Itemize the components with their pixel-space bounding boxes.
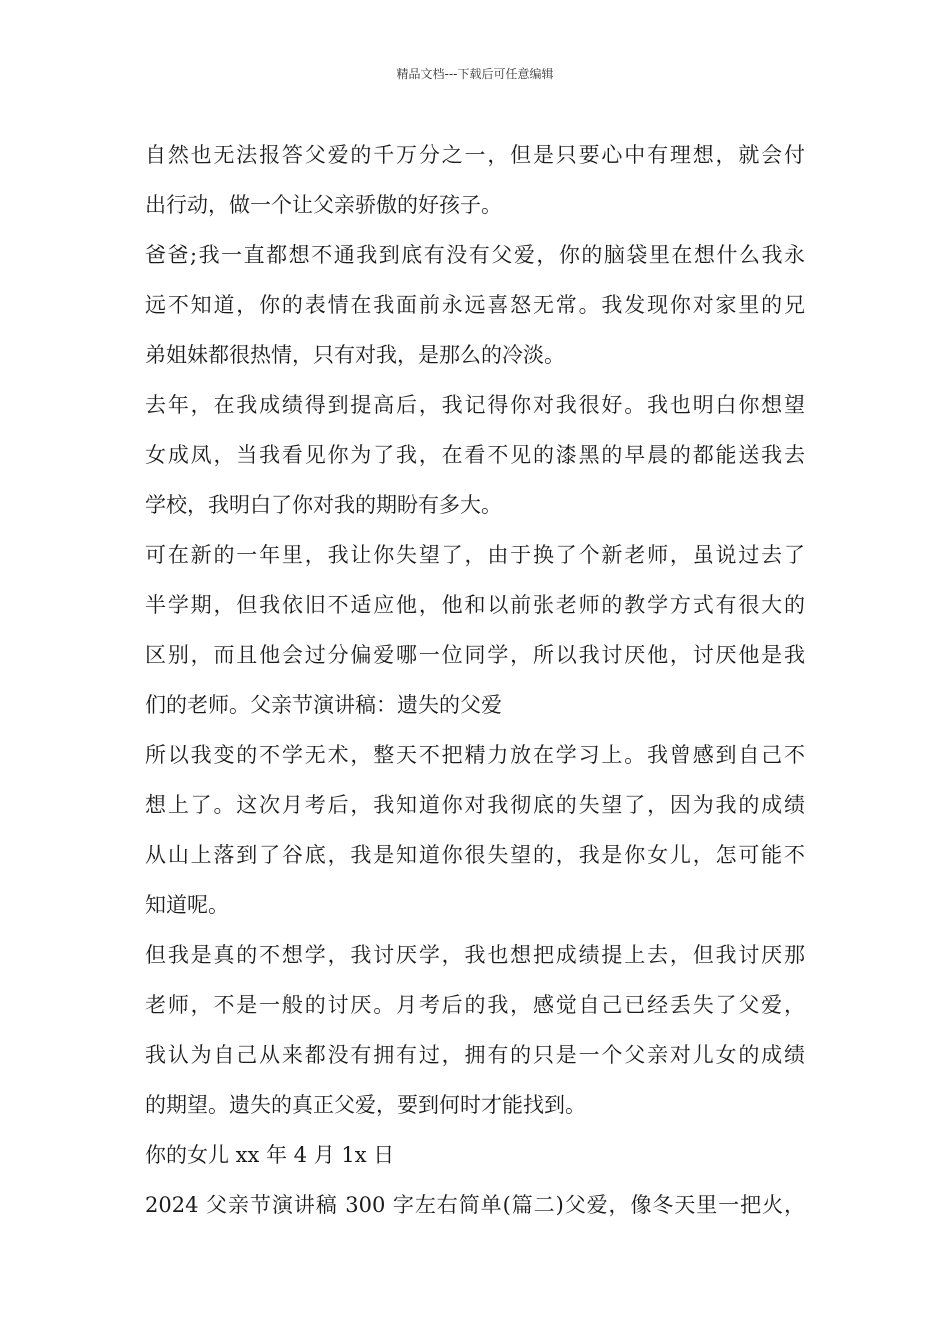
text-line: 女成凤，当我看见你为了我，在看不见的漆黑的早晨的都能送我去 — [145, 443, 805, 467]
text-line: 远不知道，你的表情在我面前永远喜怒无常。我发现你对家里的兄 — [145, 293, 805, 317]
text-line: 可在新的一年里，我让你失望了，由于换了个新老师，虽说过去了 — [145, 543, 805, 567]
text-line: 半学期，但我依旧不适应他，他和以前张老师的教学方式有很大的 — [145, 593, 805, 617]
text-line: 弟姐妹都很热情，只有对我，是那么的冷淡。 — [145, 343, 565, 367]
text-line: 出行动，做一个让父亲骄傲的好孩子。 — [145, 193, 502, 217]
text-line: 去年，在我成绩得到提高后，我记得你对我很好。我也明白你想望 — [145, 393, 805, 417]
text-line: 们的老师。父亲节演讲稿：遗失的父爱 — [145, 693, 502, 717]
text-line: 知道呢。 — [145, 893, 229, 917]
text-line: 我认为自己从来都没有拥有过，拥有的只是一个父亲对儿女的成绩 — [145, 1043, 805, 1067]
text-line: 学校，我明白了你对我的期盼有多大。 — [145, 493, 502, 517]
text-line: 从山上落到了谷底，我是知道你很失望的，我是你女儿，怎可能不 — [145, 843, 805, 867]
page-header: 精品文档---下载后可任意编辑 — [396, 67, 554, 81]
text-line: 但我是真的不想学，我讨厌学，我也想把成绩提上去，但我讨厌那 — [145, 943, 805, 967]
document-body — [145, 130, 805, 1230]
text-line: 的期望。遗失的真正父爱，要到何时才能找到。 — [145, 1093, 586, 1117]
text-line: 想上了。这次月考后，我知道你对我彻底的失望了，因为我的成绩 — [145, 793, 805, 817]
text-line: 所以我变的不学无术，整天不把精力放在学习上。我曾感到自己不 — [145, 743, 805, 767]
text-line: 老师，不是一般的讨厌。月考后的我，感觉自己已经丢失了父爱， — [145, 993, 805, 1017]
text-line: 自然也无法报答父爱的千万分之一，但是只要心中有理想，就会付 — [145, 143, 805, 167]
text-line: 你的女儿 xx 年 4 月 1x 日 — [145, 1143, 395, 1167]
text-line: 爸爸;我一直都想不通我到底有没有父爱，你的脑袋里在想什么我永 — [145, 243, 805, 267]
text-line: 2024 父亲节演讲稿 300 字左右简单(篇二)父爱，像冬天里一把火， — [145, 1193, 805, 1217]
text-line: 区别，而且他会过分偏爱哪一位同学，所以我讨厌他，讨厌他是我 — [145, 643, 805, 667]
